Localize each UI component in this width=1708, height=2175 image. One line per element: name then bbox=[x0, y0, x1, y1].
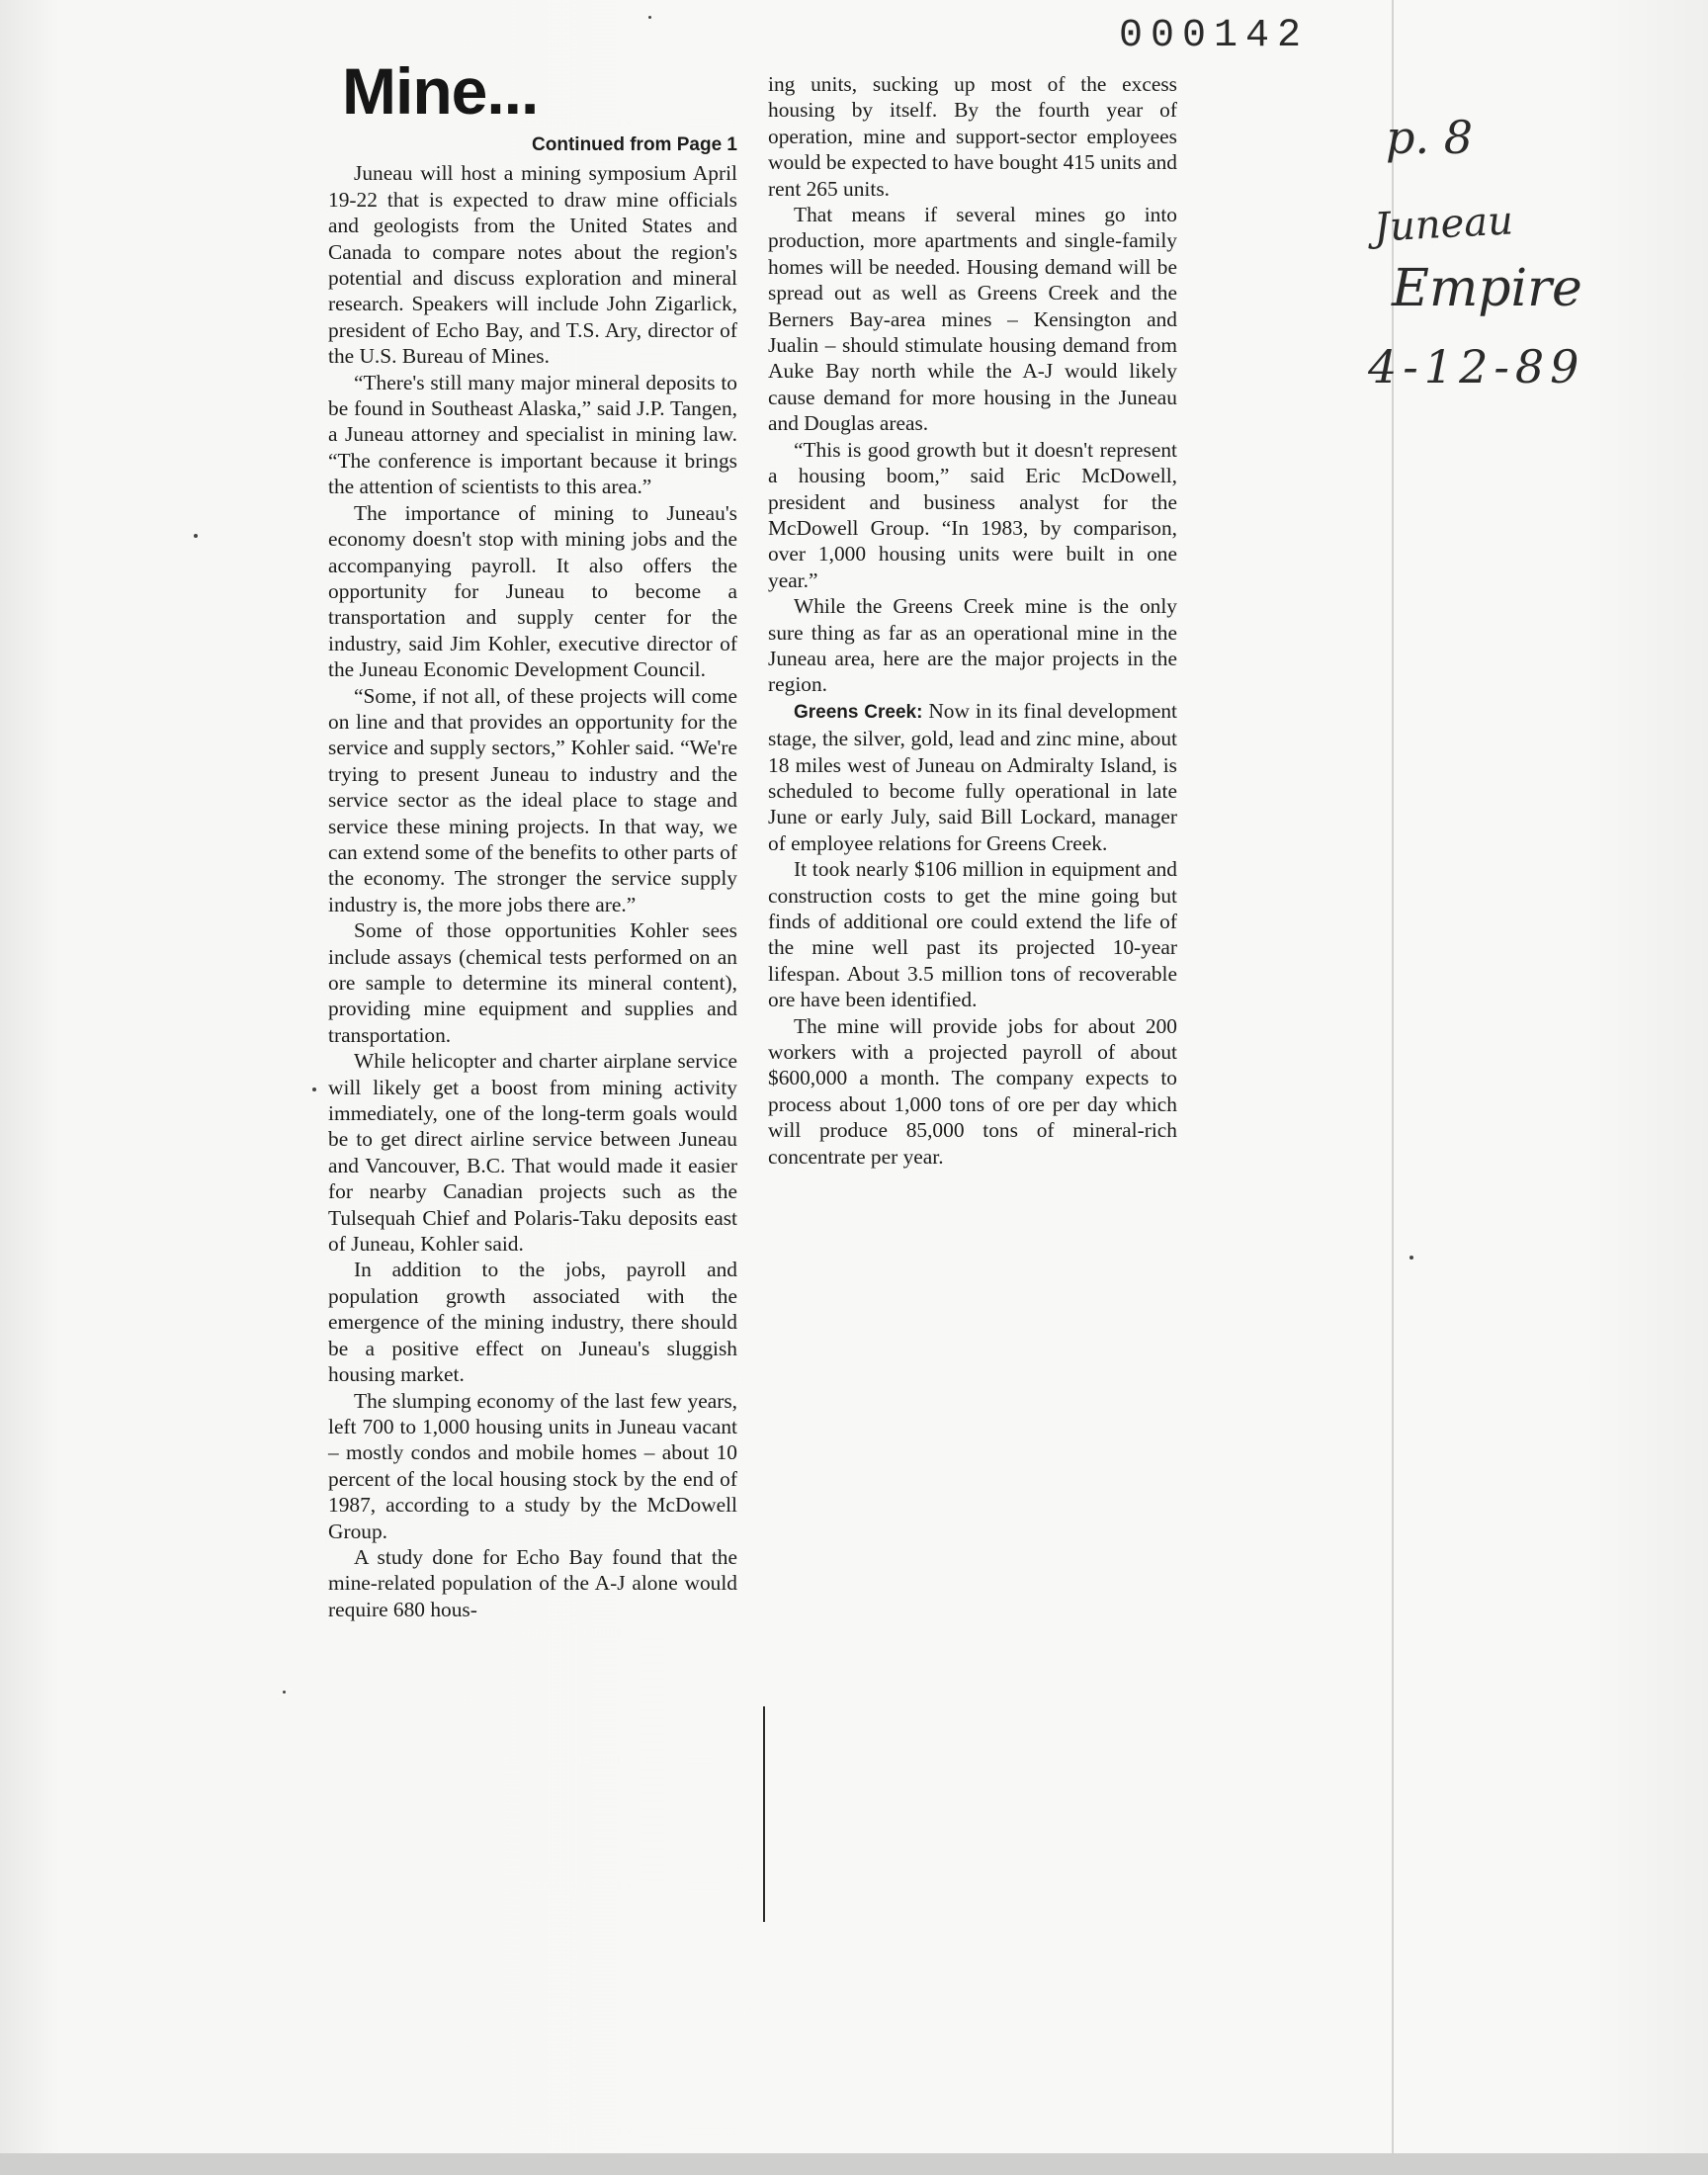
handwritten-source-line2: Empire bbox=[1392, 259, 1582, 318]
scan-speck bbox=[283, 1691, 286, 1694]
paragraph: Juneau will host a mining symposium April 19-22 that is expected to draw mine officials and geologists from the United States and Canada to compare notes about the region's potential and discuss exploration and mineral research. Speakers will include John Zigarlick, president of Echo Bay, and T.S. Ary, director of the U.S. Bureau of Mines. bbox=[328, 161, 737, 369]
right-column bbox=[768, 71, 1177, 1170]
paragraph: “This is good growth but it doesn't represent a housing boom,” said Eric McDowell, president and business analyst for the McDowell Group. “In 1983, by comparison, over 1,000 housing units were built in one year.” bbox=[768, 437, 1177, 592]
greens-creek-text: Now in its final development stage, the silver, gold, lead and zinc mine, about 18 miles west of Juneau on Admiralty Island, is scheduled to become fully operational in late June or early July, said Bill Lockard, manager of employee relations for Greens Creek. bbox=[768, 698, 1178, 855]
paragraph: ing units, sucking up most of the excess housing by itself. By the fourth year of operation, mine and support-sector employees would be expected to have bought 415 units and rent 265 units. bbox=[768, 72, 1177, 201]
continued-label: Continued from Page 1 bbox=[532, 134, 737, 155]
paragraph: In addition to the jobs, payroll and population growth associated with the emergence of the mining industry, there should be a positive effect on Juneau's sluggish housing market. bbox=[328, 1258, 737, 1387]
paragraph: The slumping economy of the last few years, left 700 to 1,000 housing units in Juneau vacant – mostly condos and mobile homes – about 10 percent of the local housing stock by the end of 1987, according to a study by the McDowell Group. bbox=[328, 1388, 737, 1543]
scan-speck bbox=[1409, 1256, 1413, 1260]
left-column bbox=[328, 132, 737, 1622]
scan-speck bbox=[312, 1088, 316, 1091]
page-edge-line bbox=[1392, 0, 1394, 2175]
paragraph: It took nearly $106 million in equipment and construction costs to get the mine going but finds of additional ore could extend the life of the mine well past its projected 10-year lifespan. About 3.5 million tons of recoverable ore have been identified. bbox=[768, 857, 1177, 1012]
paragraph: The importance of mining to Juneau's economy doesn't stop with mining jobs and the accompanying payroll. It also offers the opportunity for Juneau to become a transportation and supply center for the industry, said Jim Kohler, executive director of the Juneau Economic Development Council. bbox=[328, 500, 737, 682]
scan-speck bbox=[194, 534, 198, 538]
handwritten-page: p. 8 bbox=[1386, 111, 1473, 164]
paragraph: Some of those opportunities Kohler sees include assays (chemical tests performed on an ore sample to determine its mineral content), providing mine equipment and supplies and transportation. bbox=[328, 918, 737, 1047]
greens-creek-paragraph bbox=[768, 698, 1177, 856]
paragraph: While the Greens Creek mine is the only sure thing as far as an operational mine in the Juneau area, here are the major projects in the region. bbox=[768, 594, 1177, 697]
handwritten-date: 4-12-89 bbox=[1368, 340, 1585, 393]
margin-rule-mark bbox=[763, 1706, 765, 1922]
paragraph: “There's still many major mineral deposits to be found in Southeast Alaska,” said J.P. Tangen, a Juneau attorney and specialist in mining law. “The conference is important because it brings the attention of scientists to this area.” bbox=[328, 370, 737, 499]
paragraph: A study done for Echo Bay found that the mine-related population of the A-J alone would require 680 hous- bbox=[328, 1544, 737, 1621]
greens-creek-subhead: Greens Creek: bbox=[794, 701, 923, 723]
headline: Mine... bbox=[342, 54, 539, 128]
paragraph: That means if several mines go into production, more apartments and single-family homes will be needed. Housing demand will be spread out as well as Greens Creek and the Berners Bay-area mines – Kensington and Jualin – should stimulate housing demand from Auke Bay north while the A-J would likely cause demand for more housing in the Juneau and Douglas areas. bbox=[768, 203, 1177, 436]
page-number: 000142 bbox=[1119, 14, 1310, 58]
scan-speck bbox=[648, 16, 651, 19]
handwritten-source-line1: Juneau bbox=[1372, 198, 1514, 251]
paragraph: “Some, if not all, of these projects will come on line and that provides an opportunity for the service and supply sectors,” Kohler said. “We're trying to present Juneau to industry and the service sector as the ideal place to stage and service these mining projects. In that way, we can extend some of the benefits to other parts of the economy. The stronger the service supply industry is, the more jobs there are.” bbox=[328, 683, 737, 916]
paragraph: The mine will provide jobs for about 200 workers with a projected payroll of about $600,000 a month. The company expects to process about 1,000 tons of ore per day which will produce 85,000 tons of mineral-rich concentrate per year. bbox=[768, 1013, 1177, 1169]
paragraph: While helicopter and charter airplane service will likely get a boost from mining activity immediately, one of the long-term goals would be to get direct airline service between Juneau and Vancouver, B.C. That would made it easier for nearby Canadian projects such as the Tulsequah Chief and Polaris-Taku deposits east of Juneau, Kohler said. bbox=[328, 1049, 737, 1257]
scan-bottom-edge bbox=[0, 2153, 1708, 2175]
